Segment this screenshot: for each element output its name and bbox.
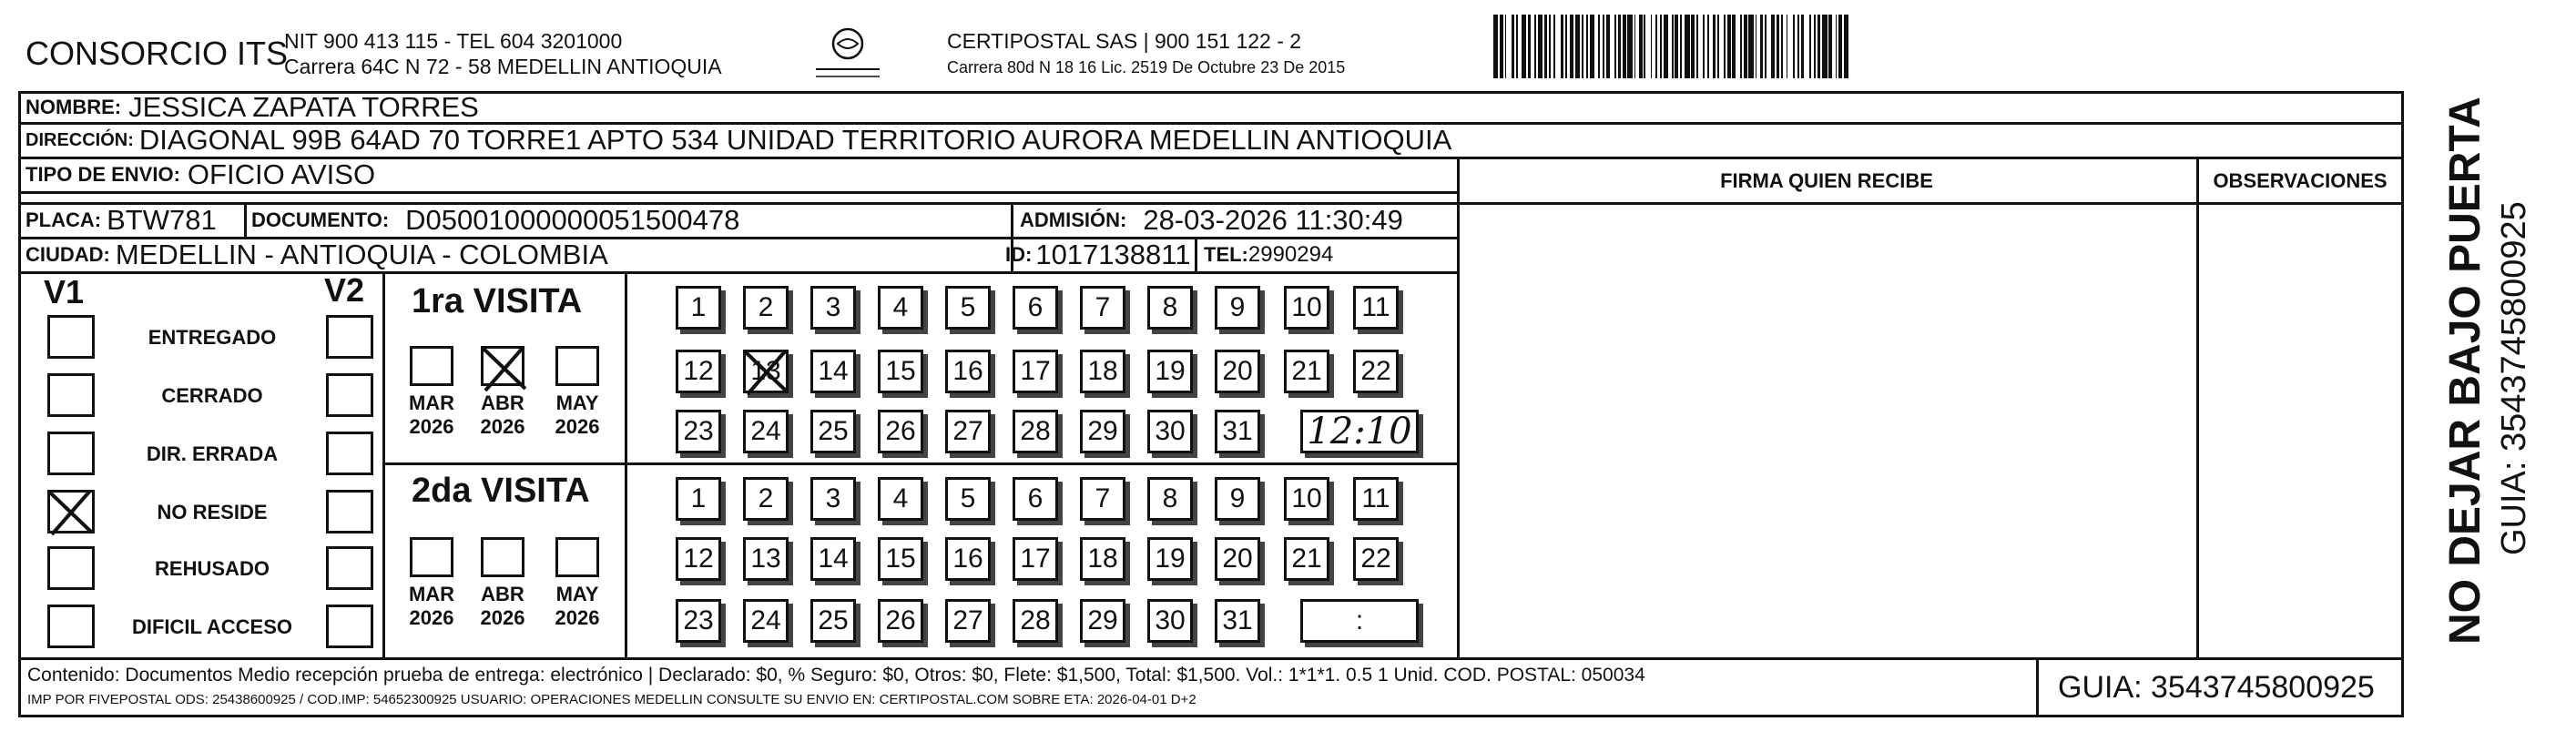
day-box-28[interactable]: 28 [1013,599,1058,643]
day-box-14[interactable]: 14 [810,350,856,393]
month-label: MAR [408,583,455,605]
day-box-20[interactable]: 20 [1215,350,1260,393]
year-label: 2026 [409,415,454,438]
month-checkbox-mar[interactable] [410,537,453,577]
no-dejar-warning: NO DEJAR BAJO PUERTA [2441,97,2489,645]
placa-label: PLACA: [25,208,102,231]
second-visit-title: 2da VISITA [412,472,590,510]
day-box-31[interactable]: 31 [1215,410,1260,453]
month-checkbox-may[interactable] [555,346,599,386]
day-box-7[interactable]: 7 [1080,286,1125,330]
certipostal-logo-icon [807,24,889,84]
day-box-25[interactable]: 25 [810,599,856,643]
v1-checkbox-4[interactable] [47,546,95,590]
day-box-5[interactable]: 5 [945,477,991,521]
day-box-9[interactable]: 9 [1215,477,1260,521]
day-box-29[interactable]: 29 [1080,599,1125,643]
observaciones-header [2196,160,2404,202]
v1-checkbox-0[interactable] [47,315,95,359]
year-label: 2026 [555,415,600,438]
day-box-22[interactable]: 22 [1353,350,1399,393]
carrier-line: CERTIPOSTAL SAS | 900 151 122 - 2 [947,29,1302,53]
day-box-19[interactable]: 19 [1147,537,1193,581]
day-box-16[interactable]: 16 [945,350,991,393]
day-box-3[interactable]: 3 [810,477,856,521]
ciudad-label: CIUDAD: [25,243,110,266]
day-box-21[interactable]: 21 [1284,350,1329,393]
visit-time-box[interactable]: 12:10 [1300,410,1419,453]
day-box-18[interactable]: 18 [1080,537,1125,581]
footer-imp: IMP POR FIVEPOSTAL ODS: 25438600925 / COD.IMP: 54652300925 USUARIO: OPERACIONES MEDELLIN CONSULTE SU ENVIO EN: CERTIPOSTAL.COM SOBRE ETA: 2026-04-01 D+2 [27,692,1196,707]
v1-checkbox-1[interactable] [47,373,95,417]
day-box-29[interactable]: 29 [1080,410,1125,453]
day-box-30[interactable]: 30 [1147,410,1193,453]
day-box-28[interactable]: 28 [1013,410,1058,453]
day-box-1[interactable]: 1 [676,477,721,521]
month-label: MAR [408,391,455,414]
day-box-10[interactable]: 10 [1284,286,1329,330]
handwritten-x-mark [45,487,99,538]
direccion-value: DIAGONAL 99B 64AD 70 TORRE1 APTO 534 UNIDAD TERRITORIO AURORA MEDELLIN ANTIOQUIA [138,124,1452,156]
documento-label: DOCUMENTO: [251,208,390,231]
footer-guia: GUIA: 3543745800925 [2058,670,2375,705]
day-box-12[interactable]: 12 [676,537,721,581]
month-checkbox-may[interactable] [555,537,599,577]
v1-checkbox-2[interactable] [47,432,95,475]
company-name: CONSORCIO ITS [25,35,289,72]
day-box-17[interactable]: 17 [1013,537,1058,581]
day-box-8[interactable]: 8 [1147,477,1193,521]
day-box-26[interactable]: 26 [878,599,923,643]
day-box-23[interactable]: 23 [676,410,721,453]
v1-header: V1 [44,273,85,310]
day-box-4[interactable]: 4 [878,286,923,330]
month-label: ABR [481,391,524,414]
status-label: DIFICIL ACCESO [131,615,292,638]
documento-cell [251,204,739,237]
month-label: MAY [555,391,599,414]
admision-value: 28-03-2026 11:30:49 [1143,204,1403,236]
tipo-row [25,158,375,191]
day-box-10[interactable]: 10 [1284,477,1329,521]
barcode [1493,15,1921,78]
v2-checkbox-1[interactable] [326,373,373,417]
day-box-6[interactable]: 6 [1013,477,1058,521]
day-box-16[interactable]: 16 [945,537,991,581]
day-box-27[interactable]: 27 [945,410,991,453]
firma-header [1457,160,2196,202]
nombre-label: NOMBRE: [25,96,122,118]
id-cell [1005,239,1190,271]
day-box-20[interactable]: 20 [1215,537,1260,581]
v2-checkbox-2[interactable] [326,432,373,475]
day-box-1[interactable]: 1 [676,286,721,330]
day-box-2[interactable]: 2 [743,286,789,330]
direccion-label: DIRECCIÓN: [25,129,134,150]
day-box-27[interactable]: 27 [945,599,991,643]
month-checkbox-abr[interactable] [481,537,524,577]
direccion-row [25,124,1451,157]
status-label: ENTREGADO [148,326,277,349]
day-box-30[interactable]: 30 [1147,599,1193,643]
handwritten-x-mark [478,343,533,394]
year-label: 2026 [480,606,525,629]
day-box-25[interactable]: 25 [810,410,856,453]
month-label: MAY [555,583,599,605]
admision-cell [1020,204,1403,237]
observaciones-label: OBSERVACIONES [2213,169,2388,192]
nombre-row [25,93,479,122]
v2-checkbox-3[interactable] [326,490,373,534]
day-box-7[interactable]: 7 [1080,477,1125,521]
status-label: DIR. ERRADA [146,442,279,465]
firma-label: FIRMA QUIEN RECIBE [1720,169,1933,192]
day-box-12[interactable]: 12 [676,350,721,393]
barcode-bar [1844,15,1848,78]
placa-value: BTW781 [107,204,217,236]
day-box-13[interactable]: 13 [743,537,789,581]
status-label: CERRADO [161,384,263,407]
status-label: REHUSADO [155,557,270,580]
day-box-3[interactable]: 3 [810,286,856,330]
v1-checkbox-3[interactable] [47,490,95,534]
day-box-5[interactable]: 5 [945,286,991,330]
day-box-11[interactable]: 11 [1353,477,1399,521]
day-box-22[interactable]: 22 [1353,537,1399,581]
day-box-17[interactable]: 17 [1013,350,1058,393]
day-box-31[interactable]: 31 [1215,599,1260,643]
day-box-2[interactable]: 2 [743,477,789,521]
day-box-24[interactable]: 24 [743,410,789,453]
ciudad-value: MEDELLIN - ANTIOQUIA - COLOMBIA [115,239,608,270]
carrier-license: Carrera 80d N 18 16 Lic. 2519 De Octubre 23 De 2015 [947,58,1346,76]
day-box-21[interactable]: 21 [1284,537,1329,581]
visit-time-box[interactable]: : [1300,599,1419,643]
tel-cell [1204,239,1333,271]
month-checkbox-mar[interactable] [410,346,453,386]
tel-label: TEL: [1204,243,1248,266]
placa-cell [25,204,217,237]
year-label: 2026 [555,606,600,629]
day-box-24[interactable]: 24 [743,599,789,643]
id-value: 1017138811 [1035,239,1191,270]
ciudad-cell [25,239,608,271]
company-address: Carrera 64C N 72 - 58 MEDELLIN ANTIOQUIA [284,55,722,78]
month-label: ABR [481,583,524,605]
status-label: NO RESIDE [157,501,268,523]
day-box-13[interactable]: 13 [743,350,789,393]
first-visit-title: 1ra VISITA [412,282,583,320]
admision-label: ADMISIÓN: [1020,208,1127,231]
day-box-15[interactable]: 15 [878,537,923,581]
v2-checkbox-4[interactable] [326,546,373,590]
v2-header: V2 [324,271,365,309]
v2-checkbox-0[interactable] [326,315,373,359]
nombre-value: JESSICA ZAPATA TORRES [128,93,479,122]
day-box-9[interactable]: 9 [1215,286,1260,330]
day-box-23[interactable]: 23 [676,599,721,643]
day-box-18[interactable]: 18 [1080,350,1125,393]
day-box-14[interactable]: 14 [810,537,856,581]
side-guia: GUIA: 3543745800925 [2495,201,2533,555]
day-box-8[interactable]: 8 [1147,286,1193,330]
handwritten-x-mark [740,347,795,398]
day-box-15[interactable]: 15 [878,350,923,393]
day-box-6[interactable]: 6 [1013,286,1058,330]
day-box-19[interactable]: 19 [1147,350,1193,393]
documento-value: D05001000000051500478 [405,204,740,236]
id-label: ID: [1005,243,1033,266]
v1-checkbox-5[interactable] [47,605,95,648]
certipostal-logo [807,24,889,84]
year-label: 2026 [480,415,525,438]
tel-value: 2990294 [1247,242,1334,267]
year-label: 2026 [409,606,454,629]
tipo-label: TIPO DE ENVIO: [25,163,180,186]
footer-contenido: Contenido: Documentos Medio recepción prueba de entrega: electrónico | Declarado: $0, % Seguro: $0, Otros: $0, Flete: $1,500, Total: $1,500. Vol.: 1*1*1. 0.5 1 Unid. COD. POSTAL: 050034 [27,665,1645,686]
day-box-4[interactable]: 4 [878,477,923,521]
month-checkbox-abr[interactable] [481,346,524,386]
day-box-11[interactable]: 11 [1353,286,1399,330]
tipo-value: OFICIO AVISO [187,158,376,190]
company-nit: NIT 900 413 115 - TEL 604 3201000 [284,29,623,53]
v2-checkbox-5[interactable] [326,605,373,648]
day-box-26[interactable]: 26 [878,410,923,453]
